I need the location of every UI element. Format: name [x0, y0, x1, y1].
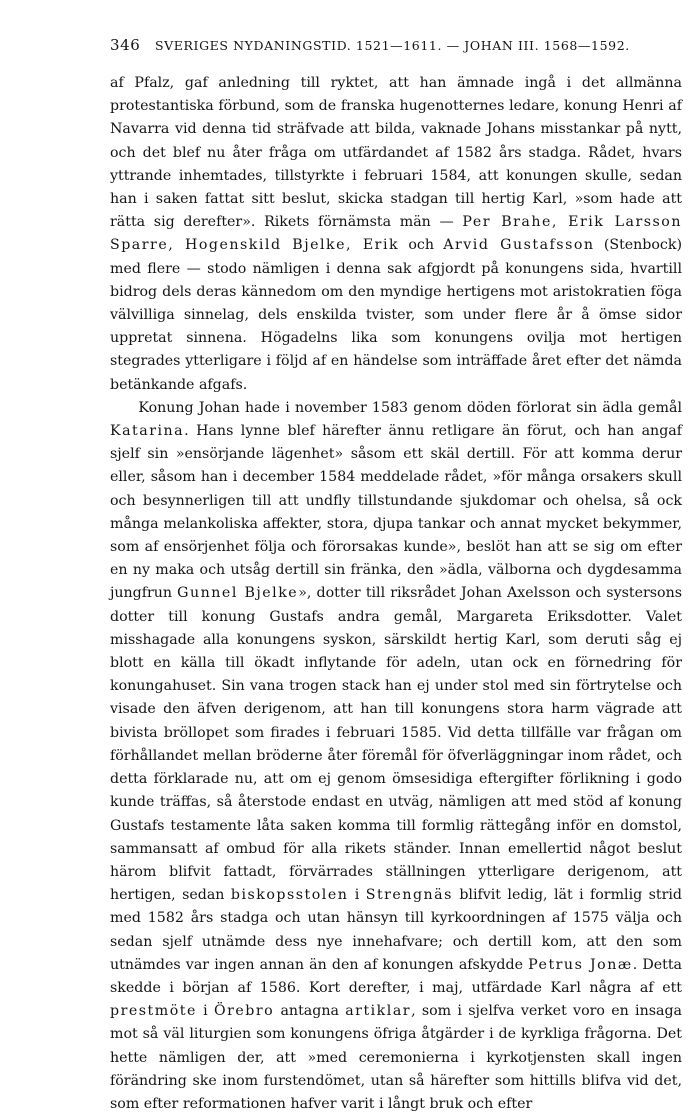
text-span: blifvit ledig, lät i formlig strid med 1582 års stadga och utan hänsyn till kyrkoordningen af 1575 välja och sedan sjelf utnämde dess nye innehafvare; och dertill kom, att den som utnämdes var ingen annan än den af konungen afskydde	[110, 887, 682, 973]
paragraph-1	[110, 72, 682, 397]
spaced-term: biskopsstolen	[230, 887, 349, 904]
text-span: . Hans lynne blef härefter ännu retligare än förut, och han angaf sjelf sin »ensörjande lägenhet» såsom ett skäl dertill. För att komma derur eller, såsom han i december 1584 meddelade rådet, »för många orsakers skull och besynnerligen till att undfly tillstundande sjukdomar och ohelsa, så ock många melankoliska affekter, stora, djupa tankar och annat mycket bekymmer, som af ensörjenhet följa och förorsakas kunde», beslöt han att se sig om efter en ny maka och utsåg dertill sin fränka, den »ädla, välborna och dygdesamma jungfrun	[110, 423, 682, 602]
paragraph-2	[110, 397, 682, 1116]
spaced-name: Gunnel Bjelke	[177, 585, 299, 602]
page-number: 346	[110, 36, 141, 54]
spaced-term: prestmöte	[110, 1003, 197, 1020]
text-span: i	[348, 887, 366, 904]
spaced-name: Katarina	[110, 423, 185, 440]
text-span: , som i sjelfva verket voro en insaga mot så väl liturgien som konungens öfriga åtgärder i de kyrkliga frågorna. Det hette nämligen der, att »med ceremonierna i kyrkotjensten skall ingen förändring ske inom furstendömet, utan så härefter som hittills blifva vid det, som efter reformationen hafver varit i långt bruk och efter	[110, 1003, 682, 1112]
spaced-place: Strengnäs	[365, 887, 453, 904]
book-page	[110, 36, 682, 1116]
spaced-term: artiklar	[345, 1003, 412, 1020]
body-text	[110, 72, 682, 1116]
spaced-names: Per Brahe, Erik Larsson Sparre, Hogenskild Bjelke, Erik	[110, 214, 682, 254]
spaced-name: Petrus Jonæ	[528, 956, 633, 973]
text-span: i	[196, 1003, 214, 1020]
text-span: antagna	[274, 1003, 346, 1020]
spaced-place: Örebro	[213, 1003, 275, 1020]
running-title: SVERIGES NYDANINGSTID. 1521—1611. — JOHAN III. 1568—1592.	[155, 38, 630, 53]
running-header	[110, 36, 682, 58]
text-span: af Pfalz, gaf anledning till ryktet, att han ämnade ingå i det allmänna protestantiska förbund, som de franska hugenotternes ledare, konung Henri af Navarra vid denna tid sträfvade att bilda, vaknade Johans misstankar på nytt, och det blef nu åter fråga om utfärdandet af 1582 års stadga. Rådet, hvars yttrande inhemtades, tillstyrkte i februari 1584, att konungen skulle, sedan han i saken fattat sitt beslut, skicka stadgan till hertig Karl, »som hade att rätta sig derefter». Rikets förnämsta män —	[110, 75, 682, 231]
text-span: och	[399, 237, 444, 254]
text-span: Konung Johan hade i november 1583 genom döden förlorat sin ädla gemål	[138, 399, 682, 416]
spaced-name: Arvid Gustafsson	[443, 237, 595, 254]
text-span: », dotter till riksrådet Johan Axelsson och systersons dotter till konung Gustafs andra gemål, Margareta Eriksdotter. Valet misshagade alla konungens syskon, särskildt hertig Karl, som deruti såg ej blott en källa till ökadt inflytande för adeln, utan ock en förnedring för konungahuset. Sin vana trogen stack han ej under stol med sin förtrytelse och visade den äfven derigenom, att han till konungens stora harm vägrade att bivista bröllopet som firades i februari 1585. Vid detta tillfälle var frågan om förhållandet mellan bröderne åter föremål för öfverläggningar inom rådet, och detta förklarade nu, att om ej genom ömsesidiga eftergifter förlikning i godo kunde träffas, så återstode endast en utväg, nämligen att med stöd af konung Gustafs testamente låta saken komma till formlig rättegång inför en domstol, sammansatt af ombud för alla rikets ständer. Innan emellertid något beslut härom blifvit fattadt, förvärrades ställningen ytterligare derigenom, att hertigen, sedan	[110, 585, 682, 904]
text-span: (Stenbock) med flere — stodo nämligen i denna sak afgjordt på konungens sida, hvartill bidrog dels deras kännedom om den myndige hertigens mot aristokratien föga välvilliga sinnelag, dels enskilda tvister, som under flere år å ömse sidor uppretat sinnena. Högadelns lika som konungens ovilja mot hertigen stegrades ytterligare i följd af en händelse som inträffade året efter det nämda betänkande afgafs.	[110, 237, 683, 393]
text-span: . Detta skedde i början af 1586. Kort derefter, i maj, utfärdade Karl några af ett	[110, 956, 682, 996]
